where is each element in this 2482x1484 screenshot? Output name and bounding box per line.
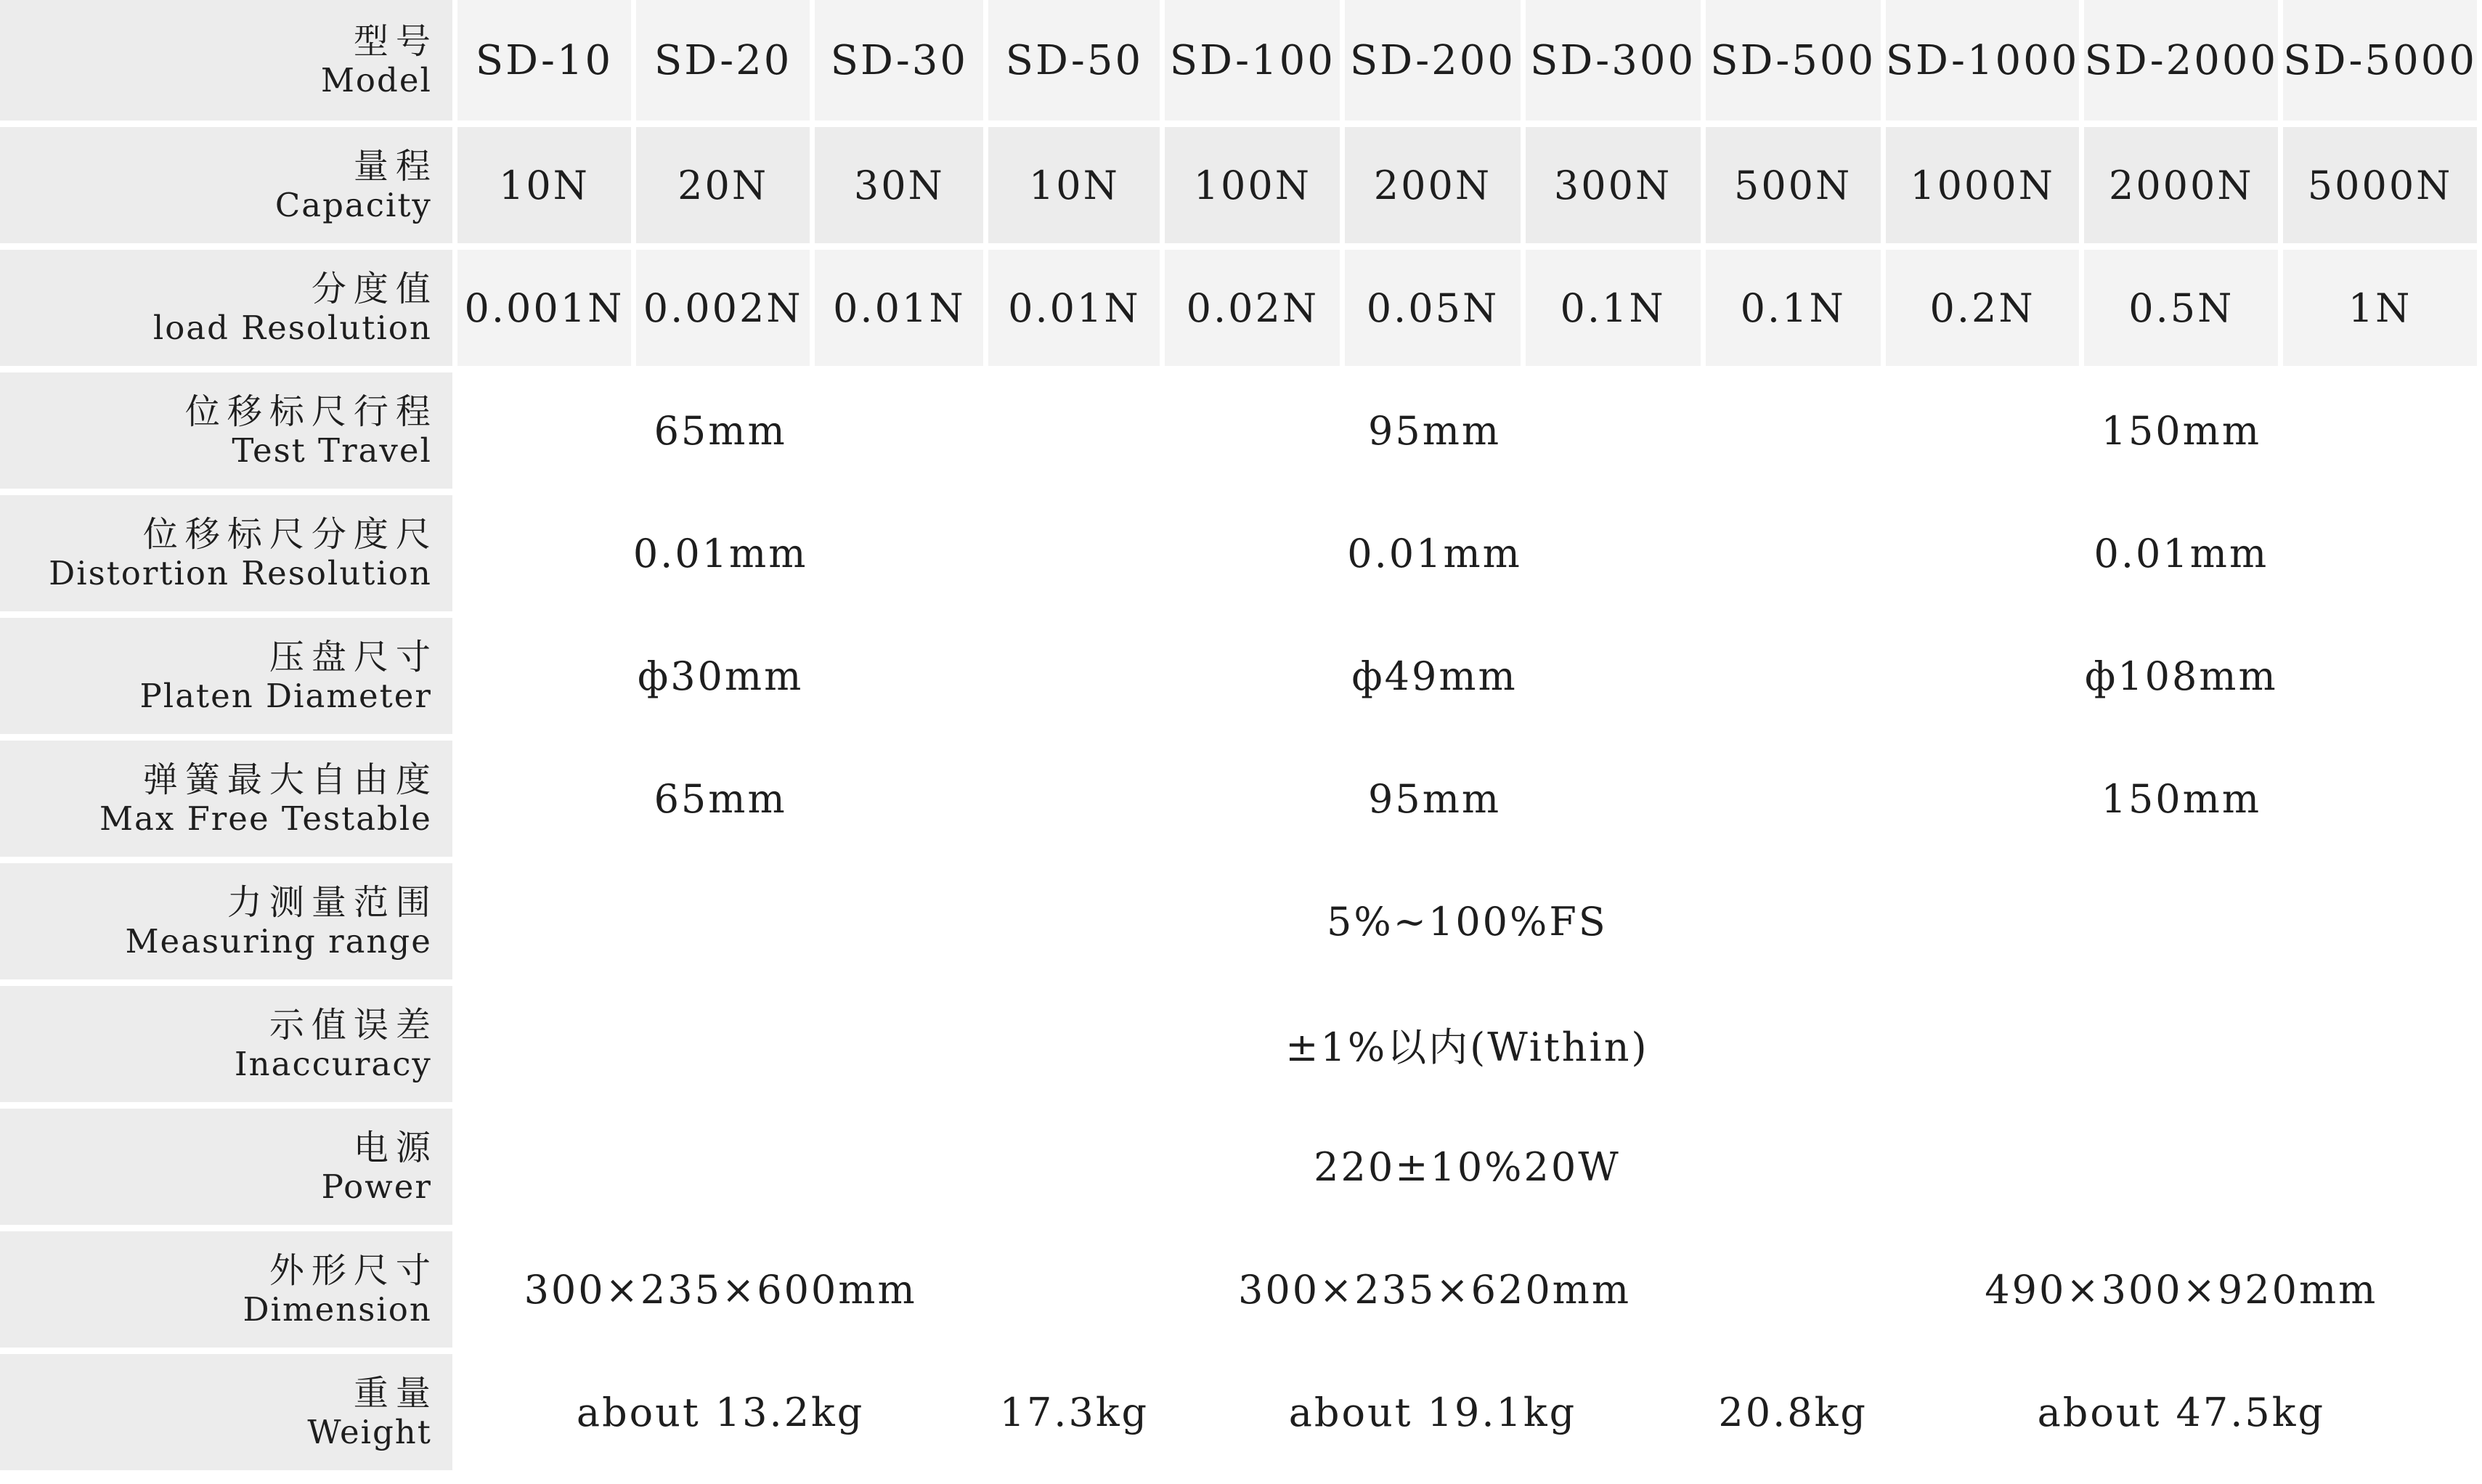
resolution-cell: 0.02N bbox=[1165, 250, 1340, 366]
capacity-cell: 200N bbox=[1345, 127, 1520, 243]
capacity-cell: 20N bbox=[636, 127, 810, 243]
resolution-cell: 0.002N bbox=[636, 250, 810, 366]
row-travel bbox=[0, 372, 2477, 489]
weight-cell: about 13.2kg bbox=[457, 1354, 984, 1470]
weight-cell: about 19.1kg bbox=[1165, 1354, 1700, 1470]
label-en: Inaccuracy bbox=[234, 1044, 432, 1083]
row-power bbox=[0, 1109, 2477, 1225]
label-zh: 电源 bbox=[353, 1127, 438, 1168]
capacity-cell: 5000N bbox=[2283, 127, 2477, 243]
label-en: Measuring range bbox=[125, 921, 432, 961]
row-free bbox=[0, 741, 2477, 857]
power-cell: 220±10%20W bbox=[457, 1109, 2477, 1225]
travel-cell: 150mm bbox=[1886, 372, 2477, 489]
resolution-cell: 0.1N bbox=[1706, 250, 1881, 366]
label-platen bbox=[0, 618, 452, 734]
capacity-cell: 300N bbox=[1526, 127, 1701, 243]
label-zh: 示值误差 bbox=[269, 1004, 438, 1045]
model-cell: SD-30 bbox=[815, 0, 983, 121]
resolution-cell: 0.2N bbox=[1886, 250, 2080, 366]
resolution-cell: 0.01N bbox=[988, 250, 1160, 366]
capacity-cell: 100N bbox=[1165, 127, 1340, 243]
resolution-cell: 0.1N bbox=[1526, 250, 1701, 366]
model-cell: SD-1000 bbox=[1886, 0, 2080, 121]
distortion-cell: 0.01mm bbox=[988, 495, 1880, 611]
model-cell: SD-100 bbox=[1165, 0, 1340, 121]
label-en: Test Travel bbox=[232, 431, 432, 470]
label-zh: 型号 bbox=[353, 20, 438, 62]
platen-cell: ф108mm bbox=[1886, 618, 2477, 734]
model-cell: SD-2000 bbox=[2084, 0, 2278, 121]
model-cell: SD-50 bbox=[988, 0, 1160, 121]
row-range bbox=[0, 863, 2477, 979]
travel-cell: 95mm bbox=[988, 372, 1880, 489]
label-en: Weight bbox=[307, 1412, 432, 1451]
free-cell: 95mm bbox=[988, 741, 1880, 857]
weight-cell: about 47.5kg bbox=[1886, 1354, 2477, 1470]
label-en: load Resolution bbox=[152, 308, 432, 347]
row-dimension bbox=[0, 1231, 2477, 1348]
label-distortion bbox=[0, 495, 452, 611]
label-travel bbox=[0, 372, 452, 489]
resolution-cell: 0.01N bbox=[815, 250, 983, 366]
weight-cell: 17.3kg bbox=[988, 1354, 1160, 1470]
row-inaccuracy bbox=[0, 986, 2477, 1102]
travel-cell: 65mm bbox=[457, 372, 984, 489]
label-en: Distortion Resolution bbox=[49, 553, 432, 592]
model-cell: SD-300 bbox=[1526, 0, 1701, 121]
row-resolution bbox=[0, 250, 2477, 366]
row-model bbox=[0, 0, 2477, 121]
capacity-cell: 10N bbox=[988, 127, 1160, 243]
capacity-cell: 10N bbox=[457, 127, 631, 243]
capacity-cell: 2000N bbox=[2084, 127, 2278, 243]
weight-cell: 20.8kg bbox=[1706, 1354, 1881, 1470]
distortion-cell: 0.01mm bbox=[457, 495, 984, 611]
model-cell: SD-500 bbox=[1706, 0, 1881, 121]
model-cell: SD-200 bbox=[1345, 0, 1520, 121]
label-range bbox=[0, 863, 452, 979]
distortion-cell: 0.01mm bbox=[1886, 495, 2477, 611]
label-inaccuracy bbox=[0, 986, 452, 1102]
label-en: Capacity bbox=[274, 185, 432, 224]
label-en: Max Free Testable bbox=[99, 799, 432, 838]
label-zh: 弹簧最大自由度 bbox=[142, 759, 438, 800]
model-cell: SD-5000 bbox=[2283, 0, 2477, 121]
capacity-cell: 500N bbox=[1706, 127, 1881, 243]
label-power bbox=[0, 1109, 452, 1225]
resolution-cell: 0.001N bbox=[457, 250, 631, 366]
label-capacity bbox=[0, 127, 452, 243]
label-zh: 位移标尺分度尺 bbox=[142, 513, 438, 555]
dimension-cell: 490×300×920mm bbox=[1886, 1231, 2477, 1348]
range-cell: 5%~100%FS bbox=[457, 863, 2477, 979]
resolution-cell: 0.05N bbox=[1345, 250, 1520, 366]
label-en: Platen Diameter bbox=[139, 676, 432, 715]
label-zh: 压盘尺寸 bbox=[269, 636, 438, 677]
label-zh: 位移标尺行程 bbox=[184, 391, 438, 432]
row-distortion bbox=[0, 495, 2477, 611]
model-cell: SD-20 bbox=[636, 0, 810, 121]
resolution-cell: 0.5N bbox=[2084, 250, 2278, 366]
free-cell: 65mm bbox=[457, 741, 984, 857]
label-zh: 分度值 bbox=[311, 268, 438, 309]
dimension-cell: 300×235×620mm bbox=[988, 1231, 1880, 1348]
label-dimension bbox=[0, 1231, 452, 1348]
label-en: Power bbox=[321, 1167, 432, 1206]
label-model bbox=[0, 0, 452, 121]
free-cell: 150mm bbox=[1886, 741, 2477, 857]
label-en: Dimension bbox=[243, 1289, 432, 1329]
label-en: Model bbox=[320, 60, 432, 99]
label-zh: 重量 bbox=[353, 1372, 438, 1414]
capacity-cell: 30N bbox=[815, 127, 983, 243]
label-resolution bbox=[0, 250, 452, 366]
platen-cell: ф30mm bbox=[457, 618, 984, 734]
platen-cell: ф49mm bbox=[988, 618, 1880, 734]
resolution-cell: 1N bbox=[2283, 250, 2477, 366]
inaccuracy-cell: ±1%以内(Within) bbox=[457, 986, 2477, 1102]
row-weight bbox=[0, 1354, 2477, 1470]
dimension-cell: 300×235×600mm bbox=[457, 1231, 984, 1348]
label-zh: 力测量范围 bbox=[227, 881, 438, 923]
row-capacity bbox=[0, 127, 2477, 243]
capacity-cell: 1000N bbox=[1886, 127, 2080, 243]
label-zh: 外形尺寸 bbox=[269, 1249, 438, 1291]
label-free bbox=[0, 741, 452, 857]
row-platen bbox=[0, 618, 2477, 734]
model-cell: SD-10 bbox=[457, 0, 631, 121]
label-weight bbox=[0, 1354, 452, 1470]
label-zh: 量程 bbox=[353, 145, 438, 187]
